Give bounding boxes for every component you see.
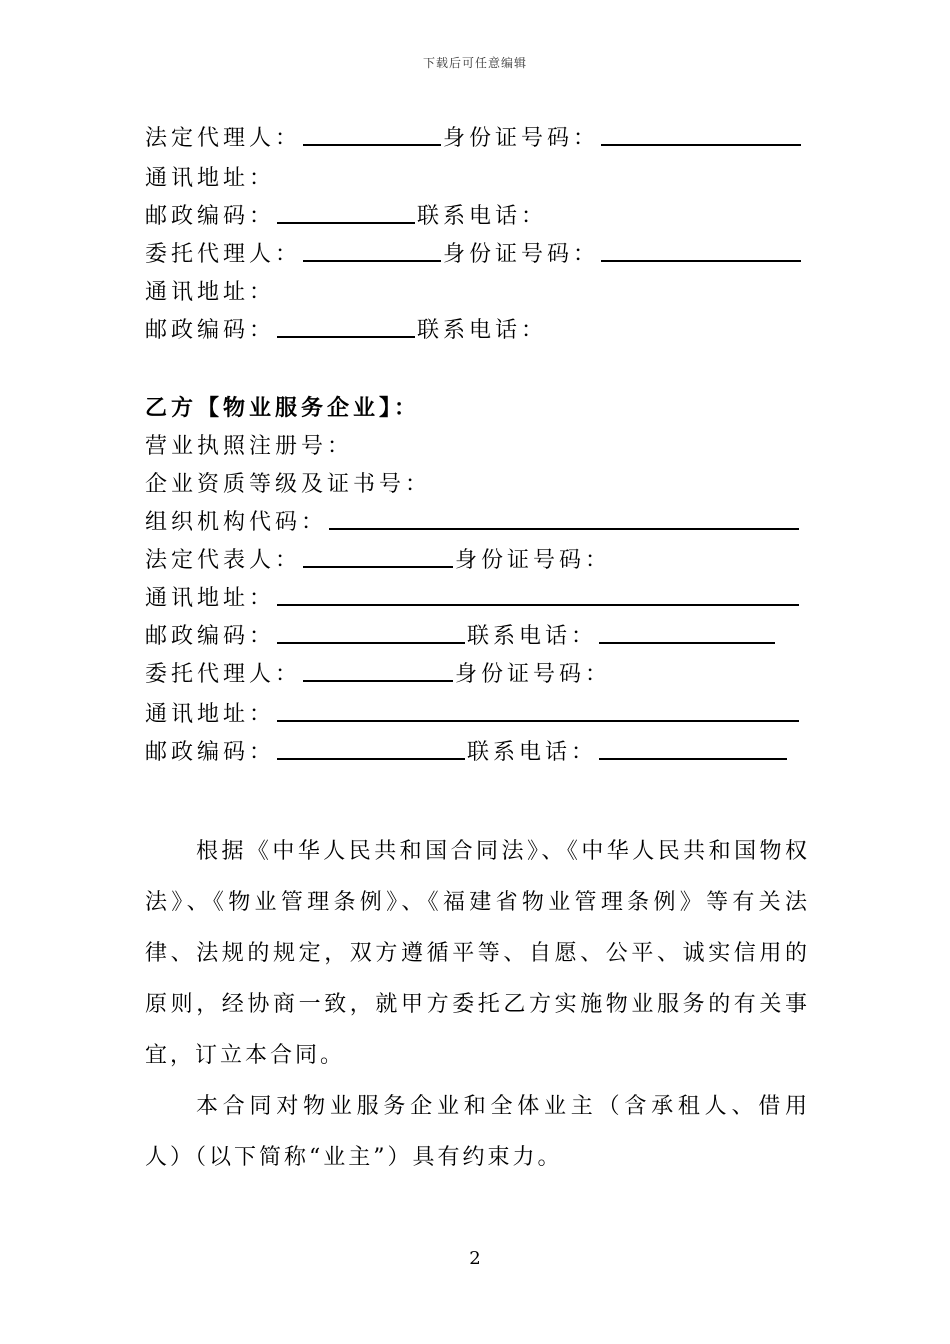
entrusted-agent-blank[interactable] <box>303 656 453 682</box>
phone-label: 联系电话： <box>417 204 548 229</box>
postcode-label: 邮政编码： <box>145 624 276 649</box>
org-code-label: 组织机构代码： <box>145 510 328 535</box>
page-header: 下载后可任意编辑 <box>422 56 527 70</box>
contract-body <box>145 826 810 1183</box>
party-b-entrusted-agent-row <box>145 654 611 688</box>
postcode-label: 邮政编码： <box>145 740 276 765</box>
legal-agent-label: 法定代理人： <box>145 126 302 151</box>
postcode-blank[interactable] <box>277 734 465 760</box>
id-number-label: 身份证号码： <box>443 242 600 267</box>
party-b-postcode-row <box>145 616 777 650</box>
postcode-blank[interactable] <box>277 312 415 338</box>
party-a-entrusted-agent-row <box>145 234 803 268</box>
postcode-blank[interactable] <box>277 198 415 224</box>
party-b-postcode-row-2 <box>145 732 789 766</box>
party-b-address-row <box>145 578 801 612</box>
address-label: 通讯地址： <box>145 280 276 305</box>
postcode-label: 邮政编码： <box>145 204 276 229</box>
org-code-blank[interactable] <box>329 504 799 530</box>
party-b-license-row <box>145 426 353 460</box>
address-label: 通讯地址： <box>145 586 276 611</box>
phone-label: 联系电话： <box>467 740 598 765</box>
phone-label: 联系电话： <box>467 624 598 649</box>
qualification-label: 企业资质等级及证书号： <box>145 472 432 497</box>
party-b-qualification-row <box>145 464 431 498</box>
id-number-label: 身份证号码： <box>443 126 600 151</box>
phone-blank[interactable] <box>599 734 787 760</box>
address-blank[interactable] <box>277 696 799 722</box>
license-label: 营业执照注册号： <box>145 434 354 459</box>
id-number-blank[interactable] <box>601 120 801 146</box>
entrusted-agent-blank[interactable] <box>303 236 441 262</box>
id-number-label: 身份证号码： <box>455 548 612 573</box>
legal-rep-blank[interactable] <box>303 542 453 568</box>
postcode-blank[interactable] <box>277 618 465 644</box>
page-number: 2 <box>469 1248 481 1269</box>
phone-blank[interactable] <box>599 618 775 644</box>
postcode-label: 邮政编码： <box>145 318 276 343</box>
party-b-heading: 乙方【物业服务企业】： <box>145 395 421 421</box>
entrusted-agent-label: 委托代理人： <box>145 662 302 687</box>
legal-agent-blank[interactable] <box>303 120 441 146</box>
paragraph-binding-force: 本合同对物业服务企业和全体业主（含承租人、借用人）（以下简称“业主”）具有约束力。 <box>145 1094 810 1170</box>
phone-label: 联系电话： <box>417 318 548 343</box>
legal-rep-label: 法定代表人： <box>145 548 302 573</box>
party-b-legal-rep-row <box>145 540 611 574</box>
party-b-org-code-row <box>145 502 801 536</box>
address-label: 通讯地址： <box>145 702 276 727</box>
party-a-legal-agent-row <box>145 118 803 152</box>
entrusted-agent-label: 委托代理人： <box>145 242 302 267</box>
party-b-address-row-2 <box>145 694 801 728</box>
paragraph-legal-basis: 根据《中华人民共和国合同法》、《中华人民共和国物权法》、《物业管理条例》、《福建省物业管理条例》等有关法律、法规的规定，双方遵循平等、自愿、公平、诚实信用的原则，经协商一致，就甲方委托乙方实施物业服务的有关事宜，订立本合同。 <box>145 839 810 1068</box>
address-blank[interactable] <box>277 580 799 606</box>
party-a-address-row <box>145 158 275 192</box>
id-number-label: 身份证号码： <box>455 662 612 687</box>
address-label: 通讯地址： <box>145 166 276 191</box>
party-a-postcode-row <box>145 196 547 230</box>
id-number-blank[interactable] <box>601 236 801 262</box>
party-a-address-row-2 <box>145 272 275 306</box>
party-a-postcode-row-2 <box>145 310 547 344</box>
